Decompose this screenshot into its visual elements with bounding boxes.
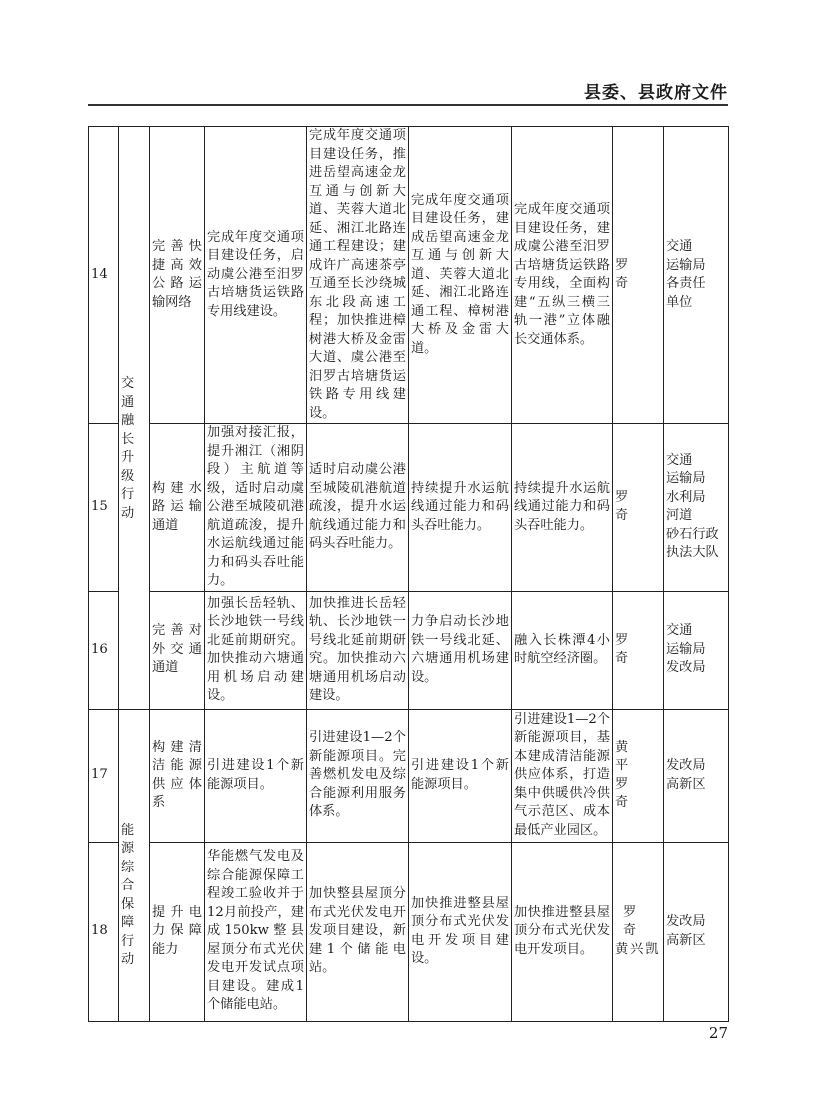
plan-cell-4: 引进建设1—2个新能源项目，基本建成清洁能源供应体系，打造集中供暖供冷供气示范区、成本最低产业园区。: [512, 709, 613, 842]
area-label: 交通融长升级行动: [121, 376, 135, 521]
row-number: 15: [89, 424, 119, 592]
plan-cell-1: 引进建设1个新能源项目。: [205, 709, 307, 842]
lead-line: 罗奇: [623, 904, 647, 939]
plan-cell-3: 加快推进整县屋顶分布式光伏发电开发项目建设。: [409, 842, 512, 1021]
header-rule: [88, 104, 728, 106]
task-cell: 完善快捷高效公路运输网络: [150, 127, 205, 424]
plan-cell-4: 完成年度交通项目建设任务，建成虞公港至汨罗古培塘货运铁路专用线，全面构建“五纵三横三轨一港”立体融长交通体系。: [512, 127, 613, 424]
row-number: 16: [89, 591, 119, 709]
dept-line: 发改局: [666, 914, 706, 929]
row-number: 17: [89, 709, 119, 842]
plan-cell-1: 完成年度交通项目建设任务，启动虞公港至汨罗古培塘货运铁路专用线建设。: [205, 127, 307, 424]
dept-cell: [664, 591, 729, 709]
task-cell: 提升电力保障能力: [150, 842, 205, 1021]
plan-cell-2: 加快推进长岳轻轨、长沙地铁一号线北延前期研究。加快推动六塘通用机场启动建设。: [307, 591, 409, 709]
dept-cell: [664, 709, 729, 842]
dept-line: 运输局: [666, 641, 706, 657]
plan-cell-4: 加快推进整县屋顶分布式光伏发电开发项目。: [512, 842, 613, 1021]
plan-cell-3: 完成年度交通项目建设任务，建成岳望高速金龙互通与创新大道、芙蓉大道北延、湘江北路连通工程、樟树港大桥及金雷大道。: [409, 127, 512, 424]
table-row: [89, 709, 729, 842]
area-cell: [119, 709, 150, 1021]
lead-cell: 罗奇: [613, 591, 664, 709]
lead-line: 罗奇: [615, 776, 639, 810]
dept-line: 单位: [666, 294, 693, 310]
dept-line: 各责任: [666, 276, 706, 291]
dept-line: 发改局: [666, 660, 706, 676]
dept-line: 运输局: [666, 471, 706, 487]
page-number: 27: [708, 1024, 728, 1042]
dept-line: 运输局: [666, 257, 706, 273]
task-cell: 完善对外交通通道: [150, 591, 205, 709]
dept-line: 交通: [666, 239, 693, 254]
dept-line: 发改局: [666, 758, 706, 773]
lead-line: 黄兴凯: [615, 941, 661, 957]
area-label: 能源综合保障行动: [121, 822, 135, 967]
document-header-title: 县委、县政府文件: [584, 83, 728, 103]
plan-cell-2: 适时启动虞公港至城陵矶港航道疏浚，提升水运航线通过能力和码头吞吐能力。: [307, 424, 409, 592]
dept-line: 砂石行政: [666, 526, 719, 542]
plan-cell-1: 华能燃气发电及综合能源保障工程竣工验收并于12月前投产，建成150kw整县屋顶分布式光伏发电开发试点项目建设。建成1个储能电站。: [205, 842, 307, 1021]
table-row: [89, 591, 729, 709]
dept-cell: [664, 127, 729, 424]
plan-cell-3: 持续提升水运航线通过能力和码头吞吐能力。: [409, 424, 512, 592]
lead-line: 黄平: [615, 739, 639, 773]
lead-cell: 罗奇: [613, 127, 664, 424]
lead-cell: [613, 709, 664, 842]
table-row: [89, 127, 729, 424]
dept-line: 交通: [666, 623, 693, 639]
plan-cell-3: 引进建设1个新能源项目。: [409, 709, 512, 842]
task-cell: 构建水路运输通道: [150, 424, 205, 592]
table-row: [89, 842, 729, 1021]
dept-cell: [664, 842, 729, 1021]
plan-cell-2: 加快整县屋顶分布式光伏发电开发项目建设，新建1个储能电站。: [307, 842, 409, 1021]
area-cell: [119, 127, 150, 710]
dept-line: 执法大队: [666, 545, 719, 561]
dept-line: 高新区: [666, 776, 706, 792]
dept-line: 高新区: [666, 932, 706, 948]
dept-line: 河道: [666, 508, 693, 524]
plan-cell-1: 加强长岳轻轨、长沙地铁一号线北延前期研究。加快推动六塘通用机场启动建设。: [205, 591, 307, 709]
plan-cell-4: 融入长株潭4小时航空经济圈。: [512, 591, 613, 709]
plan-table: [88, 126, 729, 1022]
plan-cell-4: 持续提升水运航线通过能力和码头吞吐能力。: [512, 424, 613, 592]
dept-line: 交通: [666, 452, 693, 468]
plan-cell-2: 引进建设1—2个新能源项目。完善燃机发电及综合能源利用服务体系。: [307, 709, 409, 842]
row-number: 18: [89, 842, 119, 1021]
lead-cell: 罗奇: [613, 424, 664, 592]
table-row: [89, 424, 729, 592]
plan-cell-2: 完成年度交通项目建设任务，推进岳望高速金龙互通与创新大道、芙蓉大道北延、湘江北路连通工程建设；建成许广高速茶亭互通至长沙绕城东北段高速工程；加快推进樟树港大桥及金雷大道、虞公港至汨罗古培塘货运铁路专用线建设。: [307, 127, 409, 424]
dept-cell: [664, 424, 729, 592]
dept-line: 水利局: [666, 489, 706, 505]
plan-cell-3: 力争启动长沙地铁一号线北延、六塘通用机场建设。: [409, 591, 512, 709]
plan-cell-1: 加强对接汇报，提升湘江（湘阴段）主航道等级，适时启动虞公港至城陵矶港航道疏浚，提升水运航线通过能力和码头吞吐能力。: [205, 424, 307, 592]
row-number: 14: [89, 127, 119, 424]
lead-cell: [613, 842, 664, 1021]
task-cell: 构建清洁能源供应体系: [150, 709, 205, 842]
